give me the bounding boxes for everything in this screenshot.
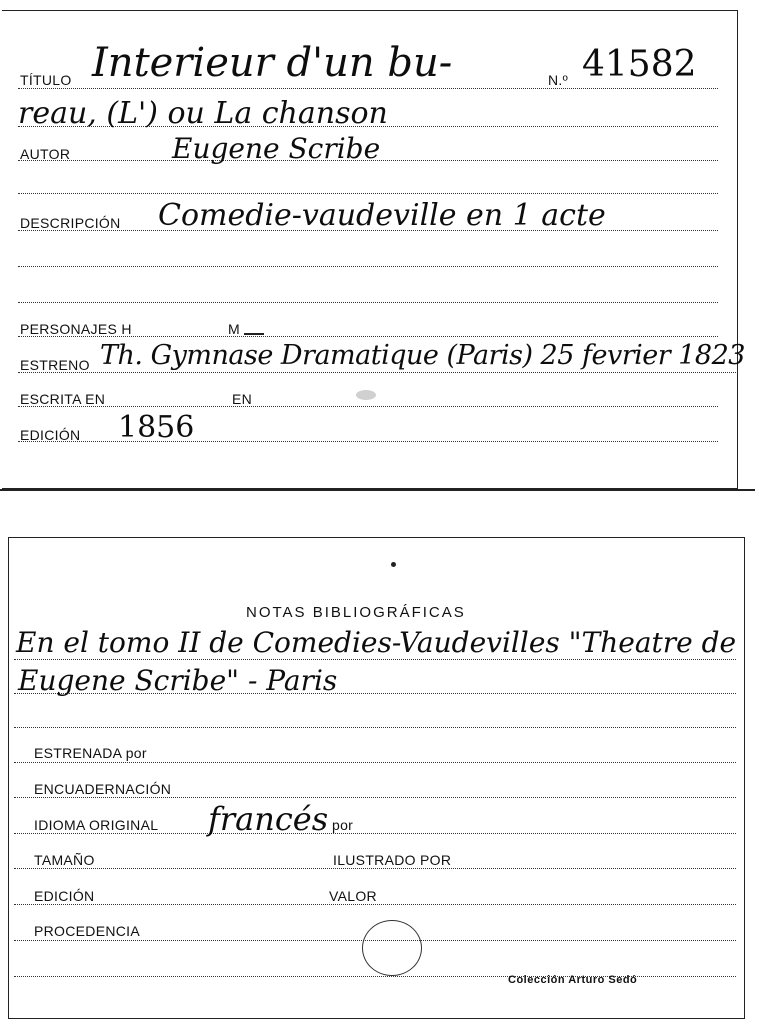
rule-escrita (18, 406, 718, 407)
estreno-value: Th. Gymnase Dramatique (Paris) 25 fevrier 1823 (100, 340, 745, 371)
ilustrado-label: ILUSTRADO POR (333, 852, 452, 868)
edicion-back-label: EDICIÓN (34, 888, 95, 904)
descripcion-value: Comedie-vaudeville en 1 acte (158, 198, 606, 233)
rule-tamano (14, 868, 736, 869)
rule-notas-3 (14, 727, 736, 728)
notas-heading: NOTAS BIBLIOGRÁFICAS (246, 604, 466, 621)
titulo-value-line1: Interieur d'un bu- (92, 40, 453, 86)
card-divider (0, 489, 755, 491)
idioma-value: francés (208, 800, 329, 838)
rule-notas-1 (14, 659, 736, 660)
tamano-label: TAMAÑO (34, 852, 95, 868)
rule-estreno (18, 372, 738, 373)
autor-value: Eugene Scribe (172, 132, 381, 165)
titulo-value-line2: reau, (L') ou La chanson (18, 96, 388, 131)
estreno-label: ESTRENO (20, 357, 90, 373)
numero-value: 41582 (582, 44, 697, 85)
rule-blank-1 (18, 193, 718, 194)
personajes-m-blank (244, 333, 264, 335)
valor-label: VALOR (329, 888, 377, 904)
notas-line2: Eugene Scribe" - Paris (18, 664, 338, 697)
ink-stamp-circle (362, 920, 422, 976)
rule-blank-3 (18, 302, 718, 303)
personajes-m-label: M (228, 321, 240, 337)
rule-edicion-2 (14, 904, 736, 905)
coleccion-stamp: Colección Arturo Sedó (508, 974, 638, 986)
edicion-label: EDICIÓN (20, 427, 81, 443)
escrita-label: ESCRITA EN (20, 391, 106, 407)
rule-idioma (14, 833, 736, 834)
rule-encuadernacion (14, 797, 736, 798)
numero-label: N.º (548, 72, 569, 88)
personajes-label: PERSONAJES H (20, 321, 132, 337)
rule-estrenada (14, 762, 736, 763)
ink-smudge (356, 390, 376, 400)
encuadernacion-label: ENCUADERNACIÓN (34, 781, 172, 797)
rule-titulo (18, 88, 718, 89)
procedencia-label: PROCEDENCIA (34, 923, 140, 939)
descripcion-label: DESCRIPCIÓN (20, 215, 121, 231)
notas-line1: En el tomo II de Comedies-Vaudevilles "Theatre de (16, 626, 737, 659)
idioma-label: IDIOMA ORIGINAL (34, 817, 159, 833)
estrenada-label: ESTRENADA por (34, 745, 147, 761)
idioma-por-label: por (332, 817, 354, 833)
escrita-en-label: EN (232, 391, 253, 407)
edicion-value: 1856 (118, 410, 195, 445)
rule-blank-2 (18, 266, 718, 267)
autor-label: AUTOR (20, 146, 71, 162)
punch-dot (391, 562, 396, 567)
titulo-label: TÍTULO (20, 72, 72, 88)
